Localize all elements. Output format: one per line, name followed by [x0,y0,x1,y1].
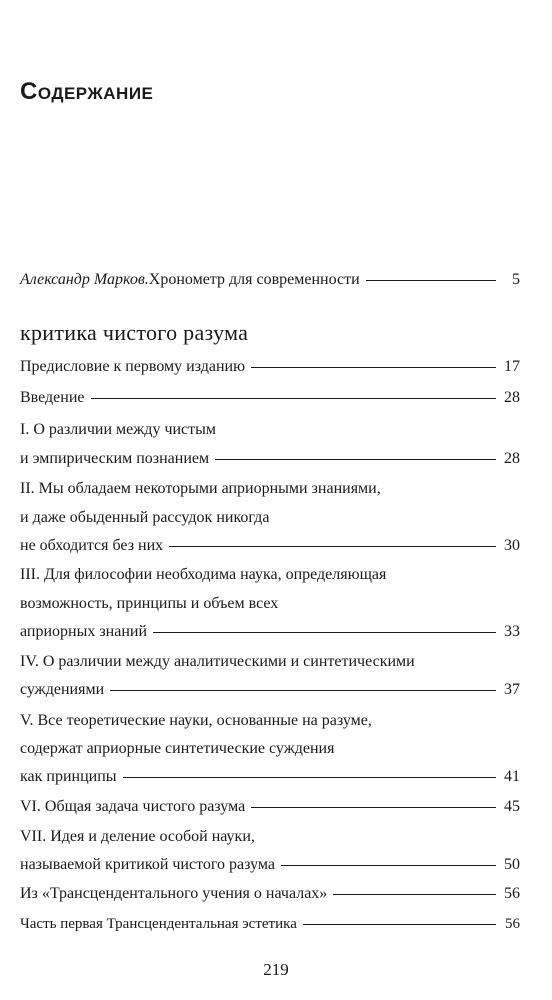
toc-entry [20,914,520,934]
toc-entry-line: III. Для философии необходима наука, определяющая [20,566,387,583]
page-number: 33 [504,623,520,640]
toc-entry [20,622,520,642]
dot-leader [153,632,496,633]
dot-leader [169,546,496,547]
page-number: 5 [512,271,520,288]
toc-entry [20,855,520,875]
toc-entry-line: содержат априорные синтетические суждения [20,740,335,757]
toc-entry-title: Из «Трансцендентального учения о началах» [20,885,328,902]
toc-entry-intro [20,270,520,290]
toc-entry-title: Предисловие к первому изданию [20,358,246,375]
dot-leader [110,690,496,691]
toc-entry-line: VII. Идея и деление особой науки, [20,828,255,845]
toc-entry-title: как принципы [20,768,117,785]
toc-entry-line: возможность, принципы и объем всех [20,595,279,612]
toc-entry [20,357,520,377]
section-title: критика чистого разума [20,320,249,345]
dot-leader [215,459,496,460]
toc-entry [20,767,520,787]
dot-leader [251,367,496,368]
toc-entry-line: II. Мы обладаем некоторыми априорными знаниями, [20,480,381,497]
toc-entry-title: суждениями [20,681,105,698]
toc-entry-line: I. О различии между чистым [20,421,217,438]
toc-entry [20,449,520,469]
page-number: 41 [504,768,520,785]
toc-entry-title: и эмпирическим познанием [20,450,210,467]
page-number: 28 [504,450,520,467]
toc-entry-title: Хронометр для современности [148,271,360,288]
toc-entry [20,388,520,408]
page-number: 37 [504,681,520,698]
toc-entry-title: Введение [20,389,85,406]
toc-entry-line: V. Все теоретические науки, основанные на разуме, [20,712,372,729]
toc-entry-title: называемой критикой чистого разума [20,856,276,873]
page-heading: Содержание [20,78,154,105]
dot-leader [333,894,496,895]
page-folio: 219 [263,960,289,979]
toc-entry [20,797,520,817]
toc-entry-title: VI. Общая задача чистого разума [20,798,246,815]
page-number: 28 [504,389,520,406]
dot-leader [123,777,496,778]
dot-leader [91,398,497,399]
page-number: 45 [504,798,520,815]
toc-entry [20,536,520,556]
toc-entry-title: априорных знаний [20,623,147,640]
page-number: 30 [504,537,520,554]
toc-entry-line: IV. О различии между аналитическими и синтетическими [20,653,415,670]
page-number: 17 [504,358,520,375]
author-name: Александр Марков. [20,271,149,288]
dot-leader [303,924,496,925]
dot-leader [281,865,496,866]
page-number: 56 [505,916,520,932]
toc-entry [20,680,520,700]
toc-entry-title: не обходится без них [20,537,164,554]
toc-entry-title: Часть первая Трансцендентальная эстетика [20,916,297,932]
page-number: 50 [504,856,520,873]
toc-entry [20,884,520,904]
dot-leader [366,280,496,281]
page-number: 56 [504,885,520,902]
toc-entry-line: и даже обыденный рассудок никогда [20,509,270,526]
dot-leader [251,807,496,808]
